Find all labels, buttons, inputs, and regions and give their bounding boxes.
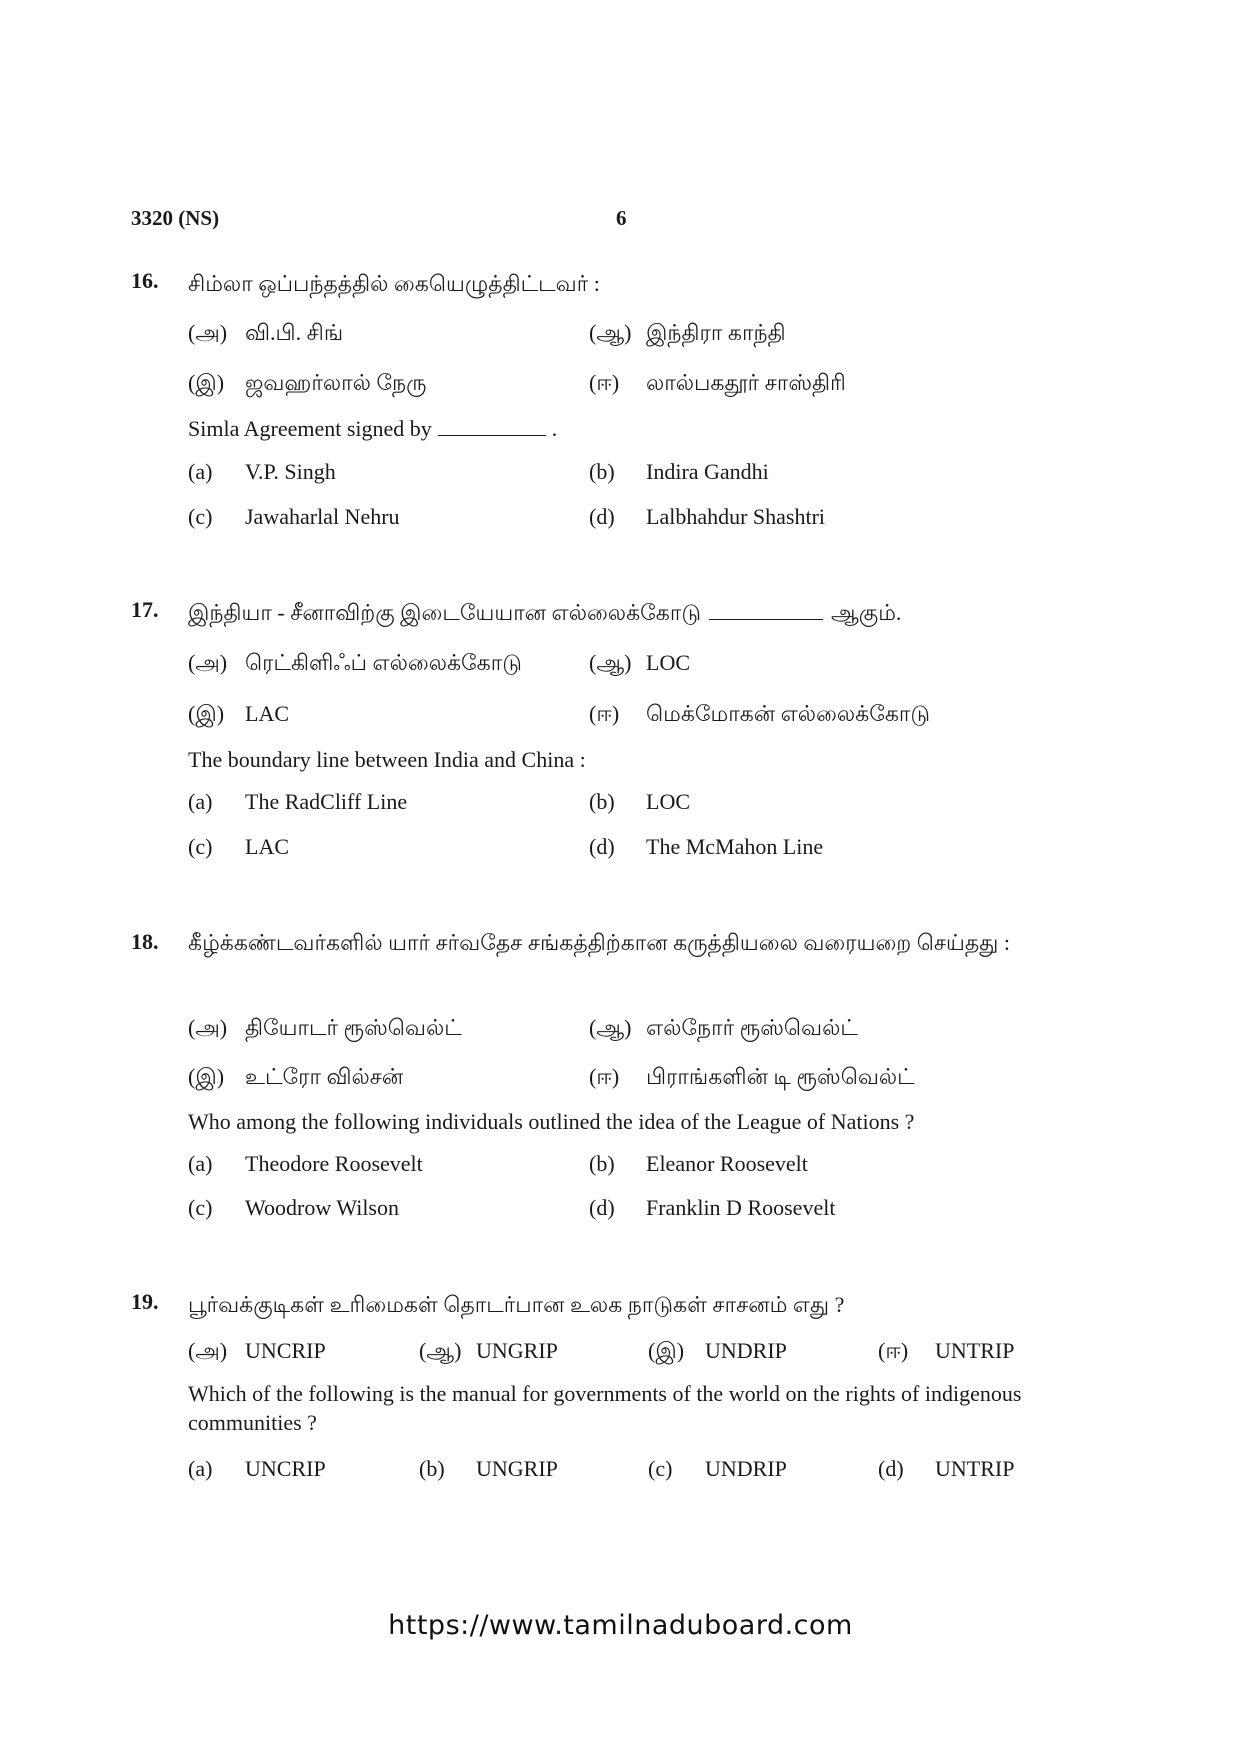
option-label: (d): [589, 1195, 615, 1220]
question-text-after-blank: ஆகும்.: [830, 600, 902, 625]
option-text: வி.பி. சிங்: [245, 320, 344, 345]
answer-blank: [438, 415, 546, 436]
option-text: உட்ரோ வில்சன்: [245, 1064, 404, 1089]
option-label: (இ): [188, 1064, 225, 1089]
option-label: (ஈ): [589, 1064, 620, 1089]
question-text-english: Which of the following is the manual for governments of the world on the rights of indigenous communities ?: [188, 1381, 1022, 1435]
option-text: V.P. Singh: [245, 459, 336, 484]
answer-blank: [709, 599, 823, 620]
option-text: Woodrow Wilson: [245, 1195, 399, 1220]
option-text: UNTRIP: [935, 1456, 1015, 1481]
option-text: LAC: [245, 701, 289, 726]
option-text: ரெட்கிளிஃப் எல்லைக்கோடு: [245, 650, 522, 675]
option-label: (b): [419, 1456, 445, 1481]
option-text: The RadCliff Line: [245, 789, 408, 814]
option-text: எல்நோர் ரூஸ்வெல்ட்: [646, 1015, 858, 1040]
option-label: (c): [648, 1456, 673, 1481]
question-text-english: The boundary line between India and China :: [188, 747, 586, 772]
option-text: Theodore Roosevelt: [245, 1151, 423, 1176]
option-text: UNGRIP: [476, 1456, 558, 1481]
option-text: Indira Gandhi: [646, 459, 769, 484]
option-label: (d): [589, 834, 615, 859]
option-label: (இ): [188, 701, 225, 726]
page-number: 6: [616, 206, 627, 230]
question-number: 16.: [131, 268, 159, 293]
option-text: LAC: [245, 834, 289, 859]
option-label: (a): [188, 1456, 213, 1481]
option-text: இந்திரா காந்தி: [646, 320, 786, 345]
option-label: (c): [188, 504, 213, 529]
option-text: UNGRIP: [476, 1338, 558, 1363]
option-text: Franklin D Roosevelt: [646, 1195, 836, 1220]
option-label: (a): [188, 459, 213, 484]
option-text: மெக்மோகன் எல்லைக்கோடு: [646, 701, 931, 726]
question-number: 19.: [131, 1289, 159, 1314]
question-text-tamil: பூர்வக்குடிகள் உரிமைகள் தொடர்பான உலக நாடுகள் சாசனம் எது ?: [188, 1292, 845, 1317]
option-text: ஜவஹர்லால் நேரு: [245, 370, 427, 395]
option-label: (இ): [188, 370, 225, 395]
option-text: UNTRIP: [935, 1338, 1015, 1363]
option-text: பிராங்களின் டி ரூஸ்வெல்ட்: [646, 1064, 915, 1089]
question-text-english: Who among the following individuals outlined the idea of the League of Nations ?: [188, 1109, 915, 1134]
option-text: தியோடர் ரூஸ்வெல்ட்: [245, 1015, 462, 1040]
option-label: (a): [188, 789, 213, 814]
option-text: UNDRIP: [705, 1338, 787, 1363]
option-label: (இ): [648, 1338, 685, 1363]
option-label: (ஈ): [589, 370, 620, 395]
option-label: (b): [589, 1151, 615, 1176]
option-text: LOC: [646, 650, 690, 675]
option-label: (ஆ): [589, 320, 632, 345]
option-label: (d): [878, 1456, 904, 1481]
option-text: Lalbhahdur Shashtri: [646, 504, 826, 529]
option-text: UNCRIP: [245, 1338, 326, 1363]
paper-code: 3320 (NS): [131, 206, 220, 230]
option-label: (ஆ): [419, 1338, 462, 1363]
question-number: 18.: [131, 929, 159, 954]
option-label: (d): [589, 504, 615, 529]
question-text-after-blank: .: [551, 416, 558, 441]
option-text: The McMahon Line: [646, 834, 824, 859]
option-label: (அ): [188, 1015, 228, 1040]
option-label: (b): [589, 459, 615, 484]
option-text: Jawaharlal Nehru: [245, 504, 400, 529]
option-label: (அ): [188, 1338, 228, 1363]
option-text: LOC: [646, 789, 690, 814]
option-label: (ஆ): [589, 650, 632, 675]
option-label: (b): [589, 789, 615, 814]
option-label: (ஈ): [878, 1338, 909, 1363]
website-url[interactable]: https://www.tamilnaduboard.com: [388, 1610, 853, 1641]
option-label: (ஈ): [589, 701, 620, 726]
option-label: (அ): [188, 320, 228, 345]
question-text-tamil: கீழ்க்கண்டவர்களில் யார் சர்வதேச சங்கத்திற்கான கருத்தியலை வரையறை செய்தது :: [188, 930, 1010, 955]
option-label: (c): [188, 1195, 213, 1220]
option-label: (ஆ): [589, 1015, 632, 1040]
option-text: லால்பகதூர் சாஸ்திரி: [646, 370, 846, 395]
question-number: 17.: [131, 597, 159, 622]
question-text-tamil: [188, 597, 1078, 629]
question-text-before-blank: இந்தியா - சீனாவிற்கு இடையேயான எல்லைக்கோடு: [188, 600, 701, 625]
question-text-english: [188, 414, 1078, 444]
option-text: UNCRIP: [245, 1456, 326, 1481]
option-text: Eleanor Roosevelt: [646, 1151, 808, 1176]
option-label: (a): [188, 1151, 213, 1176]
option-text: UNDRIP: [705, 1456, 787, 1481]
question-text-before-blank: Simla Agreement signed by: [188, 416, 432, 441]
question-text-tamil: சிம்லா ஒப்பந்தத்தில் கையெழுத்திட்டவர் :: [188, 271, 600, 296]
option-label: (c): [188, 834, 213, 859]
option-label: (அ): [188, 650, 228, 675]
